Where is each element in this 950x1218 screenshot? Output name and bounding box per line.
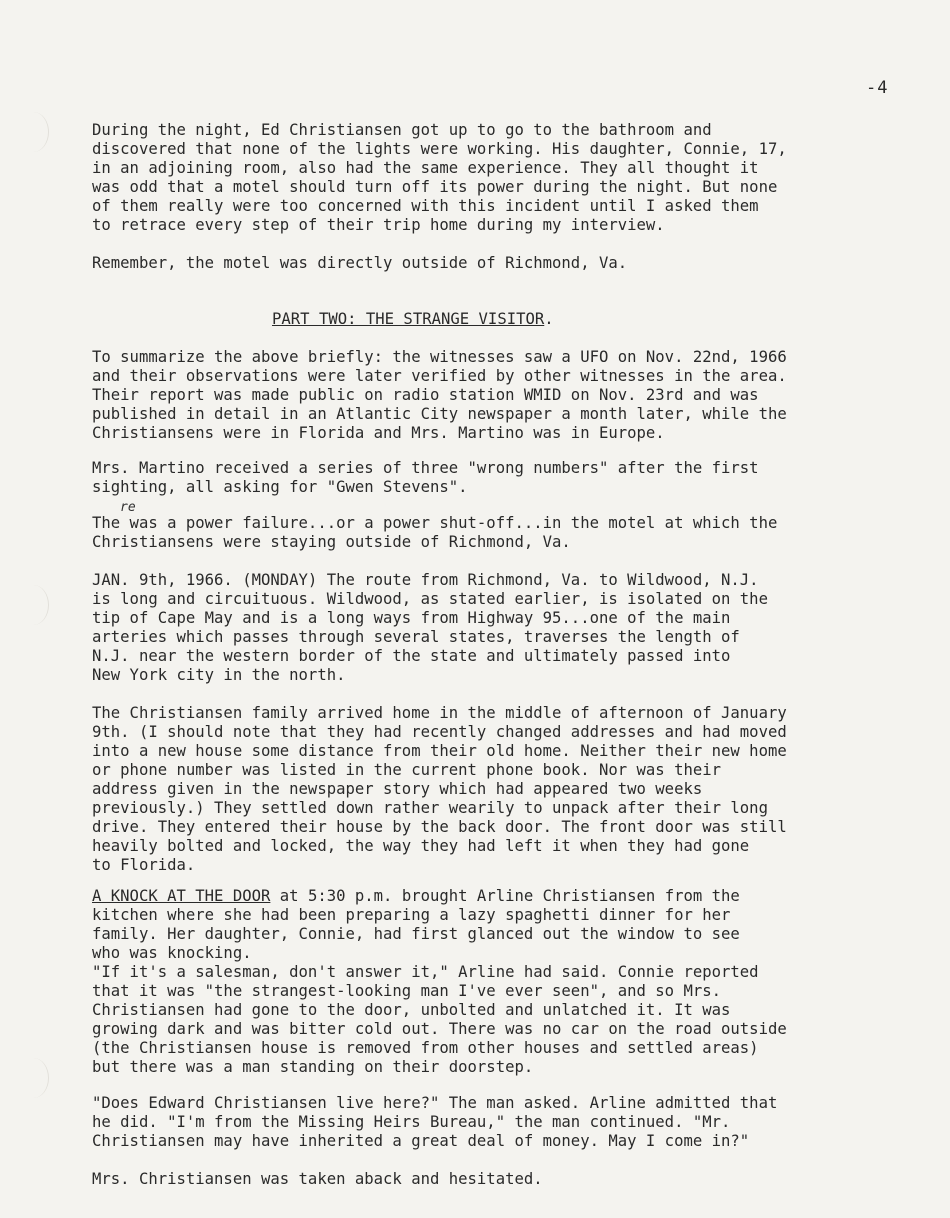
punch-hole-mark (18, 1058, 49, 1098)
punch-hole-mark (18, 585, 49, 625)
paragraph-wrong-numbers: Mrs. Martino received a series of three "wrong numbers" after the first sighting, all asking for "Gwen Stevens". (92, 459, 759, 496)
paragraph-summary: To summarize the above briefly: the witnesses saw a UFO on Nov. 22nd, 1966 and their observations were later verified by other witnesses in the area. Their report was made public on radio station WMID on Nov. 23rd and was published in detail in an Atlantic City newspaper a month later, while the Christiansens were in Florida and Mrs. Martino was in Europe. (92, 348, 787, 442)
page-number: -4 (866, 78, 889, 98)
knock-lead: A KNOCK AT THE DOOR (92, 887, 271, 905)
punch-hole-mark (18, 112, 49, 152)
paragraph-arrival-home: The Christiansen family arrived home in the middle of afternoon of January 9th. (I should note that they had recently changed addresses and had moved into a new house some distance from their old home. Neither their new home or phone number was listed in the current phone book. Nor was their address given in the newspaper story which had appeared two weeks previously.) They settled down rather wearily to unpack after their long drive. They entered their house by the back door. The front door was still heavily bolted and locked, the way they had left it when they had gone to Florida. (92, 704, 787, 874)
paragraph-hesitated: Mrs. Christiansen was taken aback and hesitated. (92, 1170, 543, 1188)
paragraph-missing-heirs: "Does Edward Christiansen live here?" The man asked. Arline admitted that he did. "I'm from the Missing Heirs Bureau," the man continued. "Mr. Christiansen may have inherited a great deal of money. May I come in?" (92, 1094, 778, 1150)
section-heading: PART TWO: THE STRANGE VISITOR. (272, 310, 554, 328)
paragraph-power-outage: During the night, Ed Christiansen got up to go to the bathroom and discovered that none of the lights were working. His daughter, Connie, 17, in an adjoining room, also had the same experience. They all thought it was odd that a motel should turn off its power during the night. But none of them really were too concerned with this incident until I asked them to retrace every step of their trip home during my interview. (92, 121, 787, 234)
paragraph-motel-location: Remember, the motel was directly outside of Richmond, Va. (92, 254, 628, 272)
paragraph-knock-at-door: A KNOCK AT THE DOOR at 5:30 p.m. brought Arline Christiansen from the kitchen where she had been preparing a lazy spaghetti dinner for her family. Her daughter, Connie, had first glanced out the window to see who was knocking. "If it's a salesman, don't answer it," Arline had said. Connie reported that it was "the strangest-looking man I've ever seen", and so Mrs. Christiansen had gone to the door, unbolted and unlatched it. It was growing dark and was bitter cold out. There was no car on the road outside (the Christiansen house is removed from other houses and settled areas) but there was a man standing on their doorstep. (92, 887, 787, 1076)
handwritten-annotation: re (120, 500, 136, 515)
paragraph-route: JAN. 9th, 1966. (MONDAY) The route from Richmond, Va. to Wildwood, N.J. is long and circuituous. Wildwood, as stated earlier, is isolated on the tip of Cape May and is a long ways from Highway 95...one of the main arteries which passes through several states, traverses the length of N.J. near the western border of the state and ultimately passed into New York city in the north. (92, 571, 768, 684)
section-heading-text: PART TWO: THE STRANGE VISITOR (272, 310, 545, 328)
paragraph-power-failure: The was a power failure...or a power shut-off...in the motel at which the Christiansens were staying outside of Richmond, Va. (92, 514, 778, 551)
